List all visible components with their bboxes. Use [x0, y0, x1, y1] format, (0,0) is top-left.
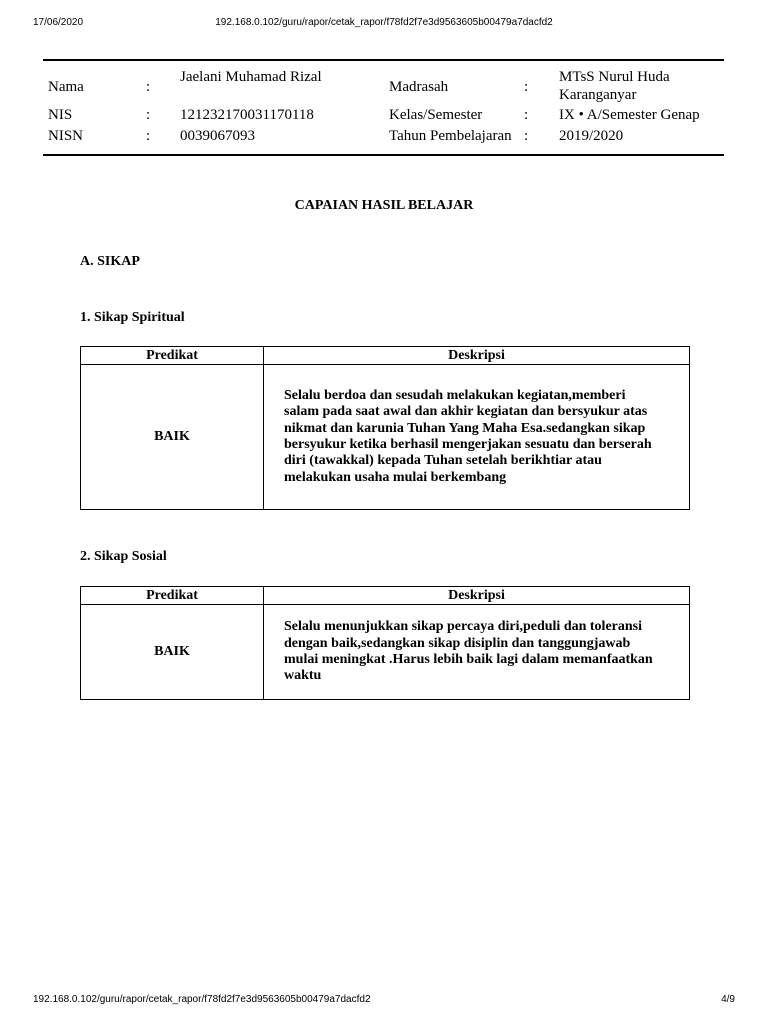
table-row: [81, 365, 690, 510]
spiritual-heading: 1. Sikap Spiritual: [80, 310, 185, 325]
nisn-value: 0039067093: [180, 128, 255, 144]
sosial-deskripsi: Selalu menunjukkan sikap percaya diri,peduli dan toleransi dengan baik,sedangkan sikap disiplin dan tanggungjawab mulai meningkat .Harus lebih baik lagi dalam memanfaatkan waktu: [264, 605, 690, 700]
section-heading-sikap: A. SIKAP: [80, 254, 140, 269]
nama-colon: :: [146, 79, 151, 95]
page-number: 4/9: [721, 994, 735, 1005]
table-row: [81, 605, 690, 700]
nis-colon: :: [146, 107, 151, 123]
deskripsi-header: Deskripsi: [264, 587, 690, 605]
madrasah-colon: :: [524, 79, 529, 95]
predikat-header: Predikat: [81, 347, 264, 365]
sosial-table: [80, 586, 690, 700]
spiritual-predikat: BAIK: [81, 365, 264, 510]
nama-value: Jaelani Muhamad Rizal: [180, 69, 322, 85]
report-title: CAPAIAN HASIL BELAJAR: [294, 198, 474, 213]
print-date: 17/06/2020: [33, 17, 84, 28]
nama-label: Nama: [48, 79, 84, 95]
table-header-row: [81, 347, 690, 365]
kelas-label: Kelas/Semester: [389, 107, 483, 123]
spiritual-table: [80, 346, 690, 510]
madrasah-value: MTsS Nurul Huda Karanganyar: [559, 69, 670, 103]
predikat-header: Predikat: [81, 587, 264, 605]
nisn-label: NISN: [48, 128, 84, 144]
spiritual-deskripsi: Selalu berdoa dan sesudah melakukan kegiatan,memberi salam pada saat awal dan akhir kegiatan dan bersyukur atas nikmat dan karunia Tuhan Yang Maha Esa.sedangkan sikap bersyukur ketika berhasil mengerjakan sesuatu dan berserah diri (tawakkal) kepada Tuhan setelah berikhtiar atau melakukan usaha mulai berkembang: [264, 365, 690, 510]
tahun-value: 2019/2020: [559, 128, 624, 144]
kelas-colon: :: [524, 107, 529, 123]
nis-value: 121232170031170118: [180, 107, 314, 123]
sosial-predikat: BAIK: [81, 605, 264, 700]
deskripsi-header: Deskripsi: [264, 347, 690, 365]
nisn-colon: :: [146, 128, 151, 144]
tahun-label: Tahun Pembelajaran: [389, 128, 512, 144]
table-header-row: [81, 587, 690, 605]
nis-label: NIS: [48, 107, 73, 123]
footer-url: 192.168.0.102/guru/rapor/cetak_rapor/f78fd2f7e3d9563605b00479a7dacfd2: [33, 994, 371, 1005]
sosial-heading: 2. Sikap Sosial: [80, 549, 167, 564]
top-rule: [43, 59, 724, 61]
print-url: 192.168.0.102/guru/rapor/cetak_rapor/f78fd2f7e3d9563605b00479a7dacfd2: [215, 17, 553, 28]
tahun-colon: :: [524, 128, 529, 144]
madrasah-label: Madrasah: [389, 79, 449, 95]
bottom-rule: [43, 154, 724, 156]
kelas-value: IX • A/Semester Genap: [559, 107, 700, 123]
